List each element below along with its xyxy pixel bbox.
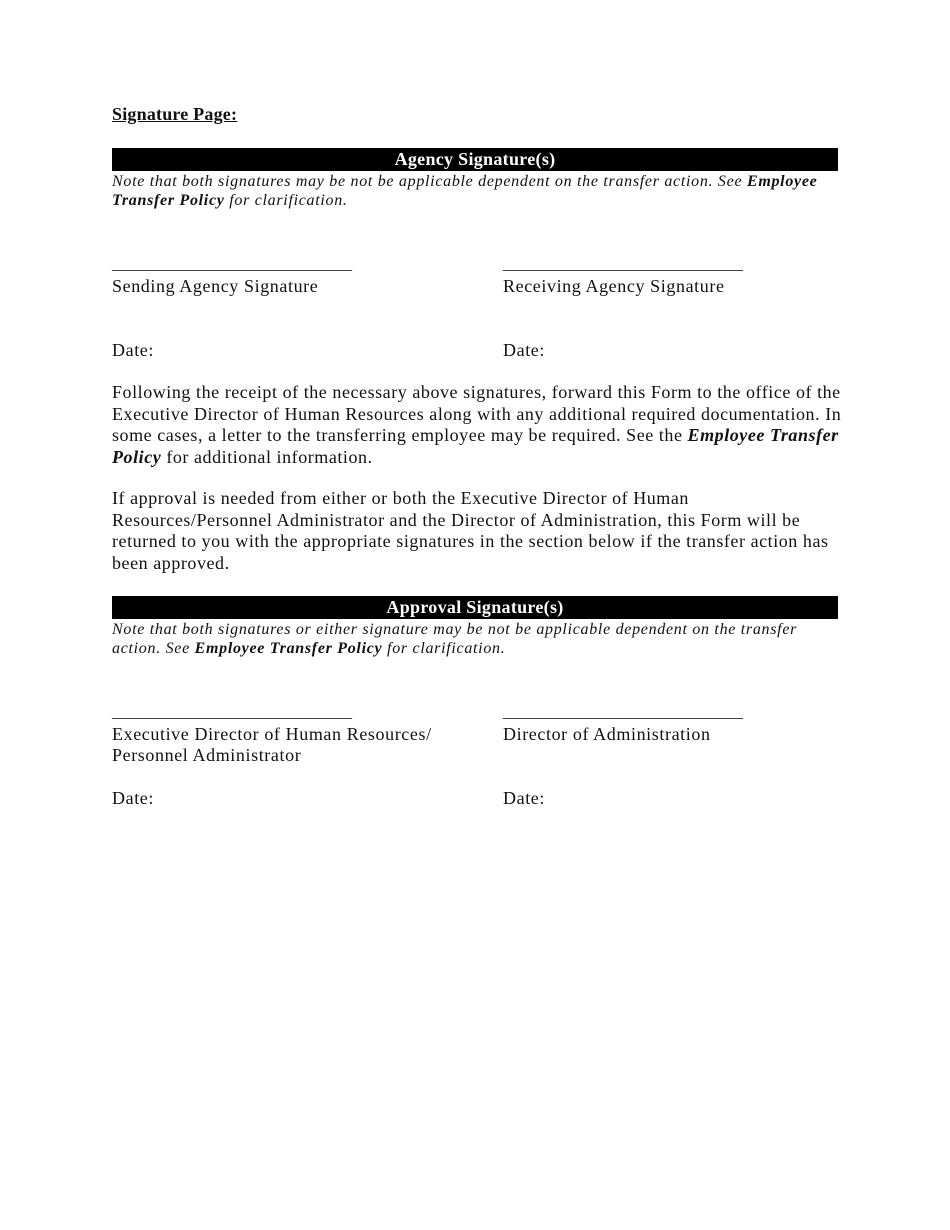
agency-note bbox=[112, 172, 838, 210]
agency-signatures-header: Agency Signature(s) bbox=[112, 148, 838, 171]
instructions-paragraph-1 bbox=[112, 382, 842, 468]
hr-signature-line: ______________________________ bbox=[112, 704, 352, 721]
agency-note-text-end: for clarification. bbox=[224, 192, 348, 209]
agency-note-text: Note that both signatures may be not be applicable dependent on the transfer action. See bbox=[112, 173, 747, 190]
director-of-administration-label: Director of Administration bbox=[503, 724, 711, 744]
hr-director-label-line1: Executive Director of Human Resources/ bbox=[112, 724, 432, 744]
receiving-date-label: Date: bbox=[503, 340, 545, 360]
sending-date-label: Date: bbox=[112, 340, 154, 360]
sending-signature-line: ______________________________ bbox=[112, 256, 352, 273]
instructions-paragraph-2: If approval is needed from either or both the Executive Director of Human Resources/Personnel Administrator and the Director of Administration, this Form will be returned to you with the appropriate signatures in the section below if the transfer action has been approved. bbox=[112, 488, 829, 573]
instructions-text: Following the receipt of the necessary above signatures, forward this Form to the office of the Executive Director of Human Resources along with any additional required documentation. In some cases, a letter to the transferring employee may be required. See the bbox=[112, 382, 842, 445]
approval-note bbox=[112, 620, 838, 658]
hr-date-label: Date: bbox=[112, 788, 154, 808]
page-title: Signature Page: bbox=[112, 104, 238, 124]
receiving-agency-signature-label: Receiving Agency Signature bbox=[503, 276, 725, 296]
approval-note-text: Note that both signatures or either signature may be not be applicable dependent on the transfer action. See bbox=[112, 621, 798, 657]
sending-agency-signature-label: Sending Agency Signature bbox=[112, 276, 319, 296]
receiving-signature-line: ______________________________ bbox=[503, 256, 743, 273]
admin-signature-line: ______________________________ bbox=[503, 704, 743, 721]
instructions-policy-ref: Employee Transfer Policy bbox=[112, 425, 839, 467]
approval-signatures-header: Approval Signature(s) bbox=[112, 596, 838, 619]
approval-note-policy-ref: Employee Transfer Policy bbox=[194, 640, 383, 657]
hr-director-label-line2: Personnel Administrator bbox=[112, 745, 302, 765]
instructions-text-end: for additional information. bbox=[161, 446, 373, 467]
admin-date-label: Date: bbox=[503, 788, 545, 808]
agency-note-policy-ref: Employee Transfer Policy bbox=[112, 173, 818, 209]
approval-note-text-end: for clarification. bbox=[382, 640, 506, 657]
